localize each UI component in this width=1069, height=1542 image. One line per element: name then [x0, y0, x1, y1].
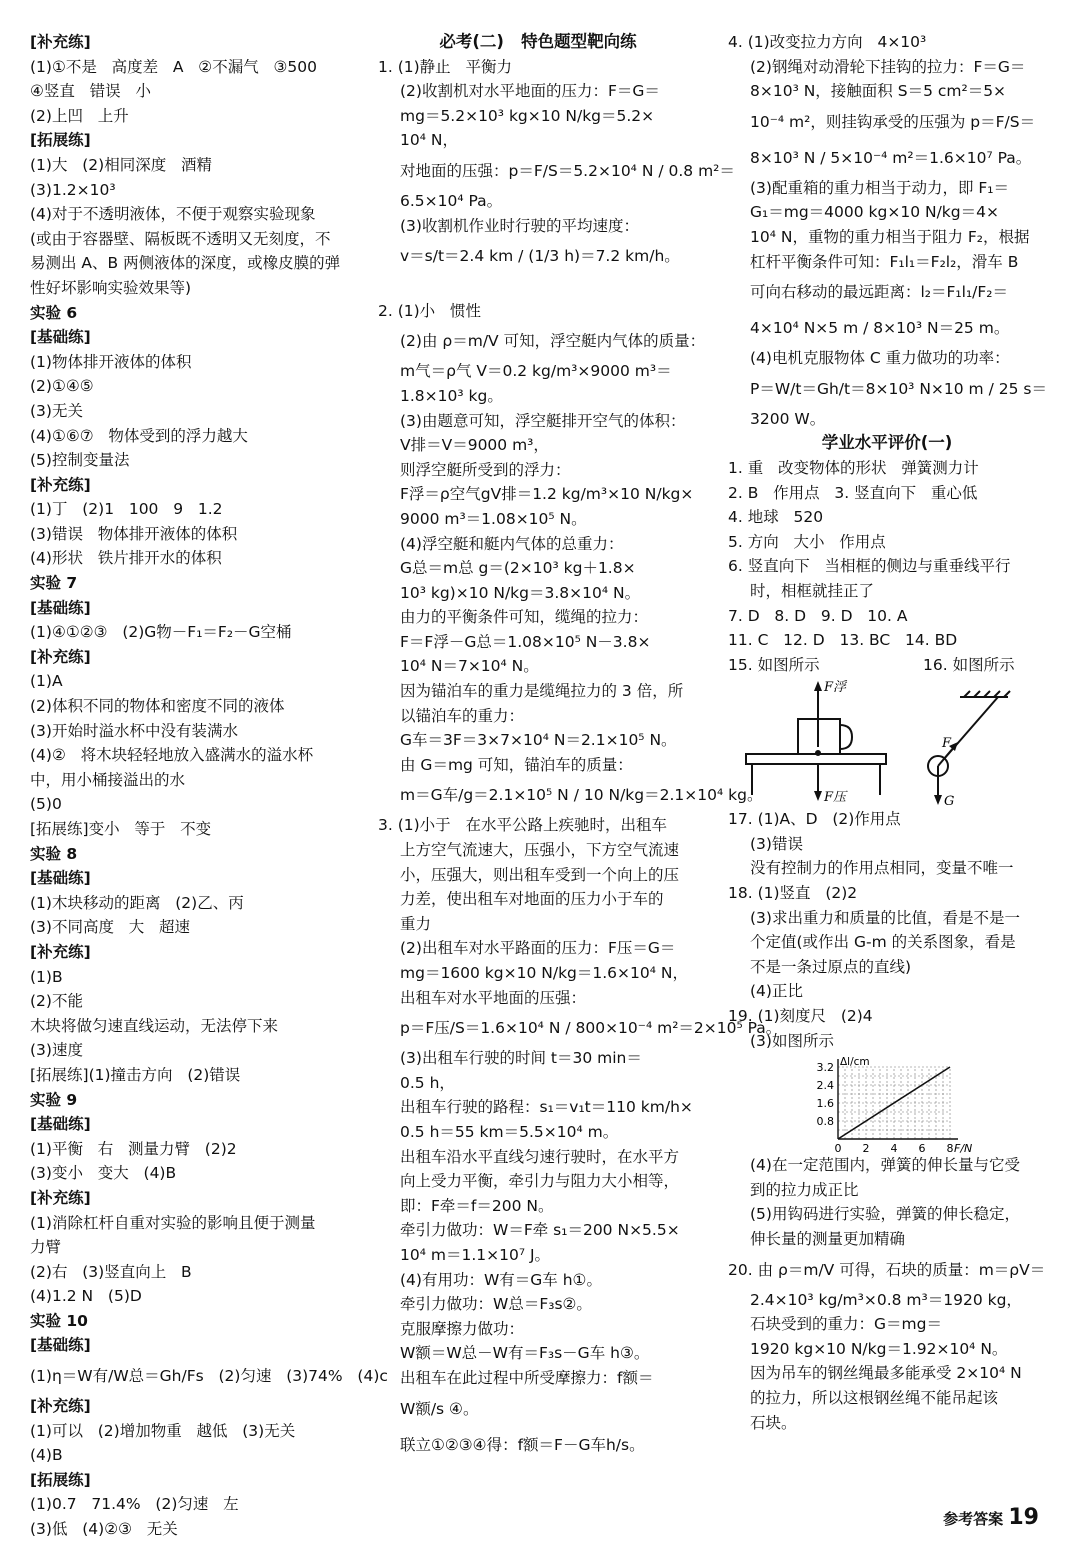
answer-line: (3)求出重力和质量的比值，看是不是一 — [750, 908, 1020, 927]
answer-line: G总＝m总 g＝(2×10³ kg＋1.8× — [400, 559, 636, 578]
answer-line: 伸长量的测量更加精确 — [750, 1230, 906, 1248]
answer-line: 3. (1)小于 在水平公路上疾驰时，出租车 — [378, 816, 667, 835]
answer-line: 牵引力做功：W＝F牵 s₁＝200 N×5.5× — [400, 1221, 680, 1240]
y-axis-label: Δl/cm — [840, 1056, 870, 1069]
answer-block-19-20 — [728, 1153, 1046, 1435]
answer-line: 0.5 h， — [400, 1073, 455, 1092]
hanging-ball-figure — [928, 691, 1010, 805]
answer-line: P＝W/t＝Gh/t＝8×10³ N×10 m / 25 s＝ — [750, 379, 1047, 398]
answer-line: ④竖直 错误 小 — [30, 82, 151, 101]
answer-line: (2)钢绳对动滑轮下挂钩的拉力：F＝G＝ — [750, 57, 1026, 76]
answer-line: 则浮空艇所受到的浮力： — [400, 460, 571, 479]
answer-line: 10³ kg)×10 N/kg＝3.8×10⁴ N。 — [400, 583, 641, 602]
answer-line: 10⁻⁴ m²，则挂钩承受的压强为 p＝F/S＝ — [750, 112, 1036, 131]
answer-line: (4)正比 — [750, 982, 803, 1001]
answer-line: (1)物体排开液体的体积 — [30, 352, 192, 371]
answer-line — [378, 274, 698, 299]
answer-line: 1. 重 改变物体的形状 弹簧测力计 — [728, 458, 979, 477]
section-label: 实验 6 — [30, 303, 78, 322]
answer-line: (1)η＝W有/W总＝Gh/Fs (2)匀速 (3)74% (4)c — [30, 1367, 388, 1386]
page-footer — [943, 1505, 1039, 1530]
answer-line: 对地面的压强：p＝F/S＝5.2×10⁴ N / 0.8 m²＝ — [400, 161, 735, 180]
section-label: [补充练] — [30, 1397, 91, 1416]
answer-line: 杠杆平衡条件可知：F₁l₁＝F₂l₂，滑车 B — [750, 252, 1019, 271]
answer-line: (1)平衡 右 测量力臂 (2)2 — [30, 1139, 237, 1158]
answer-line: 2.4×10³ kg/m³×0.8 m³＝1920 kg， — [750, 1290, 1022, 1309]
section-label: 实验 8 — [30, 844, 78, 863]
answer-line: (4)①⑥⑦ 物体受到的浮力越大 — [30, 426, 248, 445]
answer-line: 到的拉力成正比 — [750, 1180, 859, 1199]
answer-line: 木块将做匀速直线运动，无法停下来 — [30, 1016, 279, 1035]
answer-line: (4)1.2 N (5)D — [30, 1287, 142, 1306]
answer-line: 20. 由 ρ＝m/V 可得，石块的质量：m＝ρV＝ — [728, 1260, 1046, 1279]
answer-line: W额＝W总－W有＝F₃s－G车 h③。 — [400, 1344, 650, 1363]
figures-15-16 — [728, 677, 1046, 810]
answer-line: (2)右 (3)竖直向上 B — [30, 1262, 192, 1281]
section-label: [补充练] — [30, 33, 91, 51]
answer-line: 4. (1)改变拉力方向 4×10³ — [728, 33, 927, 51]
answer-line: (3)出租车行驶的时间 t＝30 min＝ — [400, 1049, 642, 1068]
section-label: [补充练] — [30, 647, 91, 666]
answer-line: 10⁴ N，重物的重力相当于阻力 F₂，根据 — [750, 227, 1030, 246]
answer-line: (3)收割机作业时行驶的平均速度： — [400, 216, 639, 235]
section-label: 实验 10 — [30, 1311, 88, 1330]
footer-label: 参考答案 — [943, 1510, 1004, 1528]
answer-line: 由力的平衡条件可知，缆绳的拉力： — [400, 608, 649, 627]
x-axis-label: F/N — [954, 1142, 973, 1156]
answer-line: 6.5×10⁴ Pa。 — [400, 191, 503, 210]
answer-line: 7. D 8. D 9. D 10. A — [728, 606, 908, 625]
answer-line: 出租车沿水平直线匀速行驶时，在水平方 — [400, 1147, 680, 1166]
answer-line: 3200 W。 — [750, 409, 826, 428]
answer-line: G₁＝mg＝4000 kg×10 N/kg＝4× — [750, 203, 999, 222]
answer-line: 1920 kg×10 N/kg＝1.92×10⁴ N。 — [750, 1339, 1008, 1358]
answer-line: (或由于容器壁、隔板既不透明又无刻度，不 — [30, 229, 331, 248]
answer-line: (1)A — [30, 672, 63, 691]
answer-line: (3)开始时溢水杯中没有装满水 — [30, 721, 238, 740]
x-tick-label: 8 — [946, 1142, 954, 1156]
answer-line: 11. C 12. D 13. BC 14. BD — [728, 631, 958, 650]
answer-line: G车＝3F＝3×7×10⁴ N＝2.1×10⁵ N。 — [400, 731, 677, 750]
x-tick-label: 4 — [890, 1142, 898, 1156]
answer-line: (3)1.2×10³ — [30, 180, 116, 199]
answer-line: 性好坏影响实验效果等) — [30, 278, 192, 297]
answer-line: 8×10³ N / 5×10⁻⁴ m²＝1.6×10⁷ Pa。 — [750, 148, 1032, 167]
x-tick-label: 6 — [918, 1142, 926, 1156]
section-heading: 必考(二) 特色题型靶向练 — [439, 32, 637, 51]
answer-line: (3)无关 — [30, 401, 83, 420]
answer-line: 时，相框就挂正了 — [750, 581, 875, 600]
cup-handle — [840, 725, 852, 749]
section-label: [基础练] — [30, 1336, 91, 1355]
answer-line: W额/s ④。 — [400, 1399, 479, 1418]
answer-line: 1.8×10³ kg。 — [400, 386, 503, 405]
answer-line: (1)丁 (2)1 100 9 1.2 — [30, 500, 223, 519]
x-tick-label: 2 — [862, 1142, 870, 1156]
answer-line: 联立①②③④得：f额＝F－G车h/s。 — [400, 1435, 645, 1454]
answer-line: (4)形状 铁片排开水的体积 — [30, 549, 222, 568]
answer-line: 15. 如图所示 16. 如图所示 — [728, 655, 1015, 674]
answer-line: (1)消除杠杆自重对实验的影响且便于测量 — [30, 1213, 316, 1232]
answer-line: (2)出租车对水平路面的压力：F压＝G＝ — [400, 939, 676, 958]
y-tick-label: 0.8 — [816, 1115, 834, 1129]
answer-line: (5)用钩码进行实验，弹簧的伸长稳定， — [750, 1205, 1020, 1224]
label-tension: F — [942, 736, 952, 752]
answer-line: (2)不能 — [30, 992, 83, 1011]
answer-line: F浮＝ρ空气gV排＝1.2 kg/m³×10 N/kg× — [400, 485, 694, 504]
answer-line: (4)浮空艇和艇内气体的总重力： — [400, 534, 624, 553]
force-diagrams — [728, 677, 1046, 810]
answer-line: (1)④①②③ (2)G物－F₁＝F₂－G空桶 — [30, 623, 292, 642]
section-label: [拓展练] — [30, 1470, 91, 1489]
answer-line: (4)B — [30, 1446, 63, 1465]
answer-line: (3)由题意可知，浮空艇排开空气的体积： — [400, 411, 686, 430]
answer-line: 中，用小桶接溢出的水 — [30, 770, 186, 789]
answer-line: 6. 竖直向下 当相框的侧边与重垂线平行 — [728, 557, 1011, 576]
answer-line: 出租车对水平地面的压强： — [400, 988, 587, 1007]
label-f-support: F浮 — [824, 680, 847, 696]
chart-svg — [728, 1053, 1046, 1156]
section-label: [拓展练] — [30, 131, 91, 150]
answer-line: 易测出 A、B 两侧液体的深度，或橡皮膜的弹 — [30, 254, 341, 273]
answer-line: (2)收割机对水平地面的压力：F＝G＝ — [400, 82, 660, 101]
answer-line: v＝s/t＝2.4 km / (1/3 h)＝7.2 km/h。 — [400, 247, 680, 266]
answer-line: 石块受到的重力：G＝mg＝ — [750, 1315, 942, 1334]
label-gravity: G — [944, 794, 955, 810]
section-label: 实验 9 — [30, 1090, 78, 1109]
section-label: 实验 7 — [30, 574, 78, 593]
answer-line: 没有控制力的作用点相同，变量不唯一 — [750, 859, 1014, 878]
answer-line: (1)可以 (2)增加物重 越低 (3)无关 — [30, 1421, 296, 1440]
answer-line: 2. (1)小 惯性 — [378, 301, 481, 320]
answer-block-4-to-15 — [728, 30, 1046, 677]
label-f-pressure: F压 — [824, 790, 847, 806]
answer-line: (3)配重箱的重力相当于动力，即 F₁＝ — [750, 178, 1010, 197]
answer-line: (3)不同高度 大 超速 — [30, 918, 191, 937]
section-label: [基础练] — [30, 598, 91, 617]
y-tick-label: 1.6 — [816, 1097, 834, 1111]
answer-line: (3)错误 — [750, 834, 803, 853]
x-tick-label: 0 — [834, 1142, 842, 1156]
answer-line: 出租车在此过程中所受摩擦力：f额＝ — [400, 1368, 654, 1387]
answer-line: (5)控制变量法 — [30, 451, 130, 470]
y-tick-label: 2.4 — [816, 1079, 834, 1093]
answer-line: (4)② 将木块轻轻地放入盛满水的溢水杯 — [30, 746, 314, 765]
answer-line: (1)木块移动的距离 (2)乙、丙 — [30, 893, 244, 912]
answer-line: (1)B — [30, 967, 63, 986]
answer-line: 10⁴ N， — [400, 131, 458, 150]
answer-line: 个定值(或作出 G-m 的关系图象，看是 — [750, 933, 1016, 952]
answer-line: (4)在一定范围内，弹簧的伸长量与它受 — [750, 1156, 1020, 1175]
section-heading: 学业水平评价(一) — [821, 433, 953, 453]
answer-line: (4)有用功：W有＝G车 h①。 — [400, 1270, 602, 1289]
answer-line: 4. 地球 520 — [728, 508, 824, 527]
section-label: [补充练] — [30, 475, 91, 494]
answer-line: (3)速度 — [30, 1041, 83, 1060]
answer-line: m气＝ρ气 V＝0.2 kg/m³×9000 m³＝ — [400, 362, 672, 381]
answer-line: 力臂 — [30, 1238, 62, 1257]
answer-line: [拓展练]变小 等于 不变 — [30, 820, 212, 838]
answer-line: 4×10⁴ N×5 m / 8×10³ N＝25 m。 — [750, 319, 1010, 338]
answer-line: V排＝V＝9000 m³， — [400, 436, 549, 455]
table-cup-figure — [746, 681, 886, 801]
answer-line: 出租车行驶的路程：s₁＝v₁t＝110 km/h× — [400, 1098, 693, 1117]
answer-line: 17. (1)A、D (2)作用点 — [728, 810, 901, 829]
answer-line: 8×10³ N，接触面积 S＝5 cm²＝5× — [750, 82, 1007, 101]
answer-line: 19. (1)刻度尺 (2)4 — [728, 1007, 873, 1026]
section-label: [基础练] — [30, 328, 91, 347]
answer-line: 1. (1)静止 平衡力 — [378, 57, 512, 76]
answer-line: 因为吊车的钢丝绳最多能承受 2×10⁴ N — [750, 1364, 1022, 1383]
answer-line: 以锚泊车的重力： — [400, 706, 525, 725]
answer-line: 18. (1)竖直 (2)2 — [728, 884, 858, 903]
answer-line: (2)由 ρ＝m/V 可知，浮空艇内气体的质量： — [400, 332, 706, 351]
answer-line: 力差，使出租车对地面的压力小于车的 — [400, 890, 664, 909]
answer-line: 上方空气流速大，压强小，下方空气流速 — [400, 841, 680, 860]
answer-line: [拓展练](1)撞击方向 (2)错误 — [30, 1065, 241, 1084]
answer-line: 10⁴ N＝7×10⁴ N。 — [400, 657, 539, 676]
answer-line: 牵引力做功：W总＝F₃s②。 — [400, 1295, 592, 1314]
section-label: [补充练] — [30, 942, 91, 961]
table-top — [746, 754, 886, 764]
answer-line: 不是一条过原点的直线) — [750, 957, 912, 976]
answer-line: (1)大 (2)相同深度 酒精 — [30, 155, 212, 174]
spring-extension-chart — [728, 1053, 1046, 1156]
answer-line: (2)上凹 上升 — [30, 106, 129, 125]
answer-line: (3)错误 物体排开液体的体积 — [30, 524, 238, 543]
answer-line: mg＝1600 kg×10 N/kg＝1.6×10⁴ N， — [400, 964, 688, 982]
answer-line: (3)如图所示 — [750, 1031, 834, 1050]
answer-line: (2)体积不同的物体和密度不同的液体 — [30, 697, 285, 716]
answer-line: 向上受力平衡，牵引力与阻力大小相等， — [400, 1172, 680, 1191]
answer-line: 克服摩擦力做功： — [400, 1319, 525, 1338]
answer-column-1 — [30, 30, 388, 1542]
y-tick-label: 3.2 — [816, 1061, 834, 1075]
section-label: [基础练] — [30, 1115, 91, 1134]
answer-line: (3)变小 变大 (4)B — [30, 1164, 177, 1183]
answer-line: (4)电机克服物体 C 重力做功的功率： — [750, 349, 1010, 368]
answer-line: 9000 m³＝1.08×10⁵ N。 — [400, 509, 587, 528]
answer-column-3 — [728, 30, 1046, 1435]
answer-line: (5)0 — [30, 795, 62, 814]
answer-line: F＝F浮－G总＝1.08×10⁵ N－3.8× — [400, 632, 651, 651]
answer-line: 10⁴ m＝1.1×10⁷ J。 — [400, 1245, 551, 1264]
answer-block-17-19 — [728, 807, 1046, 1053]
answer-line: (4)对于不透明液体，不便于观察实验现象 — [30, 205, 316, 224]
section-label: [基础练] — [30, 869, 91, 888]
section-label: [补充练] — [30, 1188, 91, 1207]
answer-line: 石块。 — [750, 1413, 797, 1432]
page-number: 19 — [1008, 1505, 1039, 1530]
answer-line: 的拉力，所以这根钢丝绳不能吊起该 — [750, 1388, 999, 1407]
answer-line: mg＝5.2×10³ kg×10 N/kg＝5.2× — [400, 106, 655, 125]
answer-line: m＝G车/g＝2.1×10⁵ N / 10 N/kg＝2.1×10⁴ kg。 — [400, 786, 763, 805]
answer-line: (2)①④⑤ — [30, 377, 94, 396]
answer-line: (3)低 (4)②③ 无关 — [30, 1520, 178, 1539]
answer-line: 小，压强大，则出租车受到一个向上的压 — [400, 865, 680, 884]
answer-line: 即：F牵＝f＝200 N。 — [400, 1196, 554, 1215]
answer-line: p＝F压/S＝1.6×10⁴ N / 800×10⁻⁴ m²＝2×10⁵ Pa。 — [400, 1019, 782, 1038]
answer-line: 由 G＝mg 可知，锚泊车的质量： — [400, 755, 633, 774]
answer-line: 5. 方向 大小 作用点 — [728, 532, 886, 551]
answer-line: 重力 — [400, 914, 432, 933]
answer-line: (1)①不是 高度差 A ②不漏气 ③500 — [30, 57, 317, 76]
answer-line: 可向右移动的最远距离：l₂＝F₁l₁/F₂＝ — [750, 283, 1009, 302]
answer-line: 0.5 h＝55 km＝5.5×10⁴ m。 — [400, 1122, 619, 1141]
answer-line: 因为锚泊车的重力是缆绳拉力的 3 倍，所 — [400, 682, 684, 701]
answer-line: 2. B 作用点 3. 竖直向下 重心低 — [728, 483, 978, 502]
answer-line: (1)0.7 71.4% (2)匀速 左 — [30, 1495, 239, 1514]
